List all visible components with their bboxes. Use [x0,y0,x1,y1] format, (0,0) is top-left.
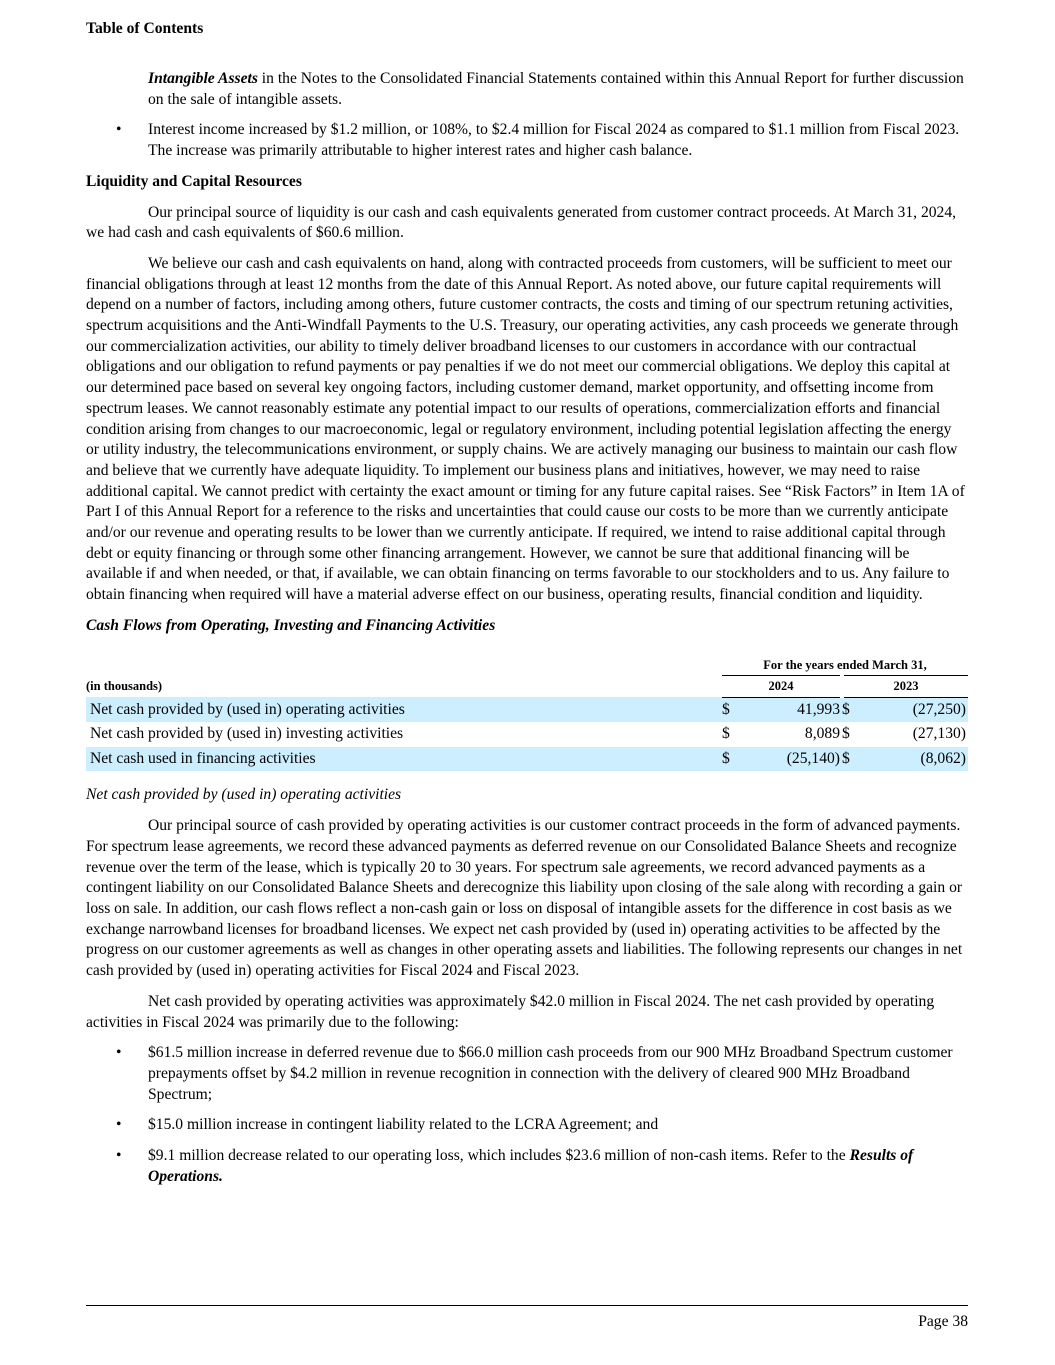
bullet-icon: • [116,121,122,139]
bullet-item [86,1043,968,1105]
bullet-item [86,1115,968,1136]
currency: $ [842,725,850,743]
page-number: Page 38 [918,1313,968,1330]
row-label: Net cash used in financing activities [86,747,722,772]
currency: $ [842,697,862,722]
liquidity-p1: Our principal source of liquidity is our cash and cash equivalents generated from customer contract proceeds. At March 31, 2024, we had cash and cash equivalents of $60.6 million. [86,203,957,242]
intro-text: in the Notes to the Consolidated Financial Statements contained within this Annual Report for further discussion on the sale of intangible assets. [148,70,964,108]
row-label: Net cash provided by (used in) operating activities [86,697,722,722]
intangible-assets-ref: Intangible Assets [148,70,258,87]
operating-p1: Our principal source of cash provided by operating activities is our customer contract proceeds in the form of advanced payments. For spectrum lease agreements, we record these advanced payments as deferred revenue on our Consolidated Balance Sheets and recognize revenue over the term of the lease, which is typically 20 to 30 years. For spectrum sale agreements, we record advanced payments as a contingent liability on our Consolidated Balance Sheets and derecognize this liability upon closing of the sale along with recording a gain or loss on sale. In addition, our cash flows reflect a non-cash gain or loss on disposal of intangible assets for the difference in cost basis as we exchange narrowband licenses for broadband licenses. We expect net cash provided by (used in) operating activities to be affected by the progress on our customer agreements as well as changes in other operating assets and liabilities. The following represents our changes in net cash provided by (used in) operating activities for Fiscal 2024 and Fiscal 2023. [86,817,963,980]
bullet-interest [86,120,968,161]
value-2023: (27,130) [912,725,966,743]
table-row [86,722,968,747]
bullet-item [86,1146,968,1187]
currency: $ [722,697,742,722]
bullet-icon: • [116,1116,122,1134]
intro-paragraph [86,69,968,110]
bullet-text: $15.0 million increase in contingent liability related to the LCRA Agreement; and [148,1116,659,1134]
footer-divider [86,1305,968,1306]
currency: $ [722,725,730,743]
year-header: 2024 [722,676,842,698]
unit-label: (in thousands) [86,679,163,694]
bullet-icon: • [116,1044,122,1062]
year-header: 2023 [842,676,968,698]
cashflows-table [86,655,968,772]
currency: $ [842,747,862,772]
value-2024: (25,140) [742,747,842,772]
operating-p2: Net cash provided by operating activities was approximately $42.0 million in Fiscal 2024. The net cash provided by operating activities in Fiscal 2024 was primarily due to the following: [86,992,935,1031]
operating-subheading: Net cash provided by (used in) operating activities [86,786,402,804]
value-2023: (27,250) [862,697,968,722]
table-of-contents-link[interactable]: Table of Contents [86,20,204,37]
bullet-icon: • [116,1147,122,1165]
bullet-text: $9.1 million decrease related to our operating loss, which includes $23.6 million of non-cash items. Refer to the [148,1147,850,1165]
value-2024: 41,993 [742,697,842,722]
results-of-operations-ref: Results of Operations. [148,1147,914,1185]
bullet-text: $61.5 million increase in deferred revenue due to $66.0 million cash proceeds from our 900 MHz Broadband Spectrum customer prepayments offset by $4.2 million in revenue recognition in connection with the delivery of cleared 900 MHz Broadband Spectrum; [148,1044,953,1103]
row-label: Net cash provided by (used in) investing activities [90,725,404,743]
period-header: For the years ended March 31, [722,655,968,676]
value-2024: 8,089 [804,725,840,743]
value-2023: (8,062) [862,747,968,772]
table-row [86,697,968,722]
bullet-text: Interest income increased by $1.2 million, or 108%, to $2.4 million for Fiscal 2024 as compared to $1.1 million from Fiscal 2023. The increase was primarily attributable to higher interest rates and higher cash balance. [148,121,960,160]
page-content [86,69,968,1197]
cashflows-heading: Cash Flows from Operating, Investing and Financing Activities [86,616,496,634]
liquidity-heading: Liquidity and Capital Resources [86,172,302,190]
table-row [86,747,968,772]
currency: $ [722,747,742,772]
liquidity-p2: We believe our cash and cash equivalents on hand, along with contracted proceeds from customers, will be sufficient to meet our financial obligations through at least 12 months from the date of this Annual Report. As noted above, our future capital requirements will depend on a number of factors, including among others, future customer contracts, the costs and timing of our spectrum retuning activities, spectrum acquisitions and the Anti-Windfall Payments to the U.S. Treasury, our operating activities, any cash proceeds we generate through our commercialization activities, our ability to timely deliver broadband licenses to our customers in accordance with our contractual obligations and our obligation to refund payments or pay penalties if we do not meet our commercial obligations. We deploy this capital at our determined pace based on several key ongoing factors, including customer demand, market opportunity, and offsetting income from spectrum leases. We cannot reasonably estimate any potential impact to our results of operations, commercialization efforts and financial condition arising from changes to our macroeconomic, legal or regulatory environment, including potential legislation affecting the energy or utility industry, the telecommunications environment, or supply chains. We are actively managing our business to maintain our cash flow and believe that we currently have adequate liquidity. To implement our business plans and initiatives, however, we may need to raise additional capital. We cannot predict with certainty the exact amount or timing for any future capital raises. See “Risk Factors” in Item 1A of Part I of this Annual Report for a reference to the risks and uncertainties that could cause our costs to be more than we currently anticipate and/or our revenue and operating results to be lower than we currently anticipate. If required, we intend to raise additional capital through debt or equity financing or through some other financing arrangement. However, we cannot be sure that additional financing will be available if and when needed, or that, if available, we can obtain financing on terms favorable to our stockholders and to us. Any failure to obtain financing when required will have a material adverse effect on our business, operating results, financial condition and liquidity. [86,254,965,604]
